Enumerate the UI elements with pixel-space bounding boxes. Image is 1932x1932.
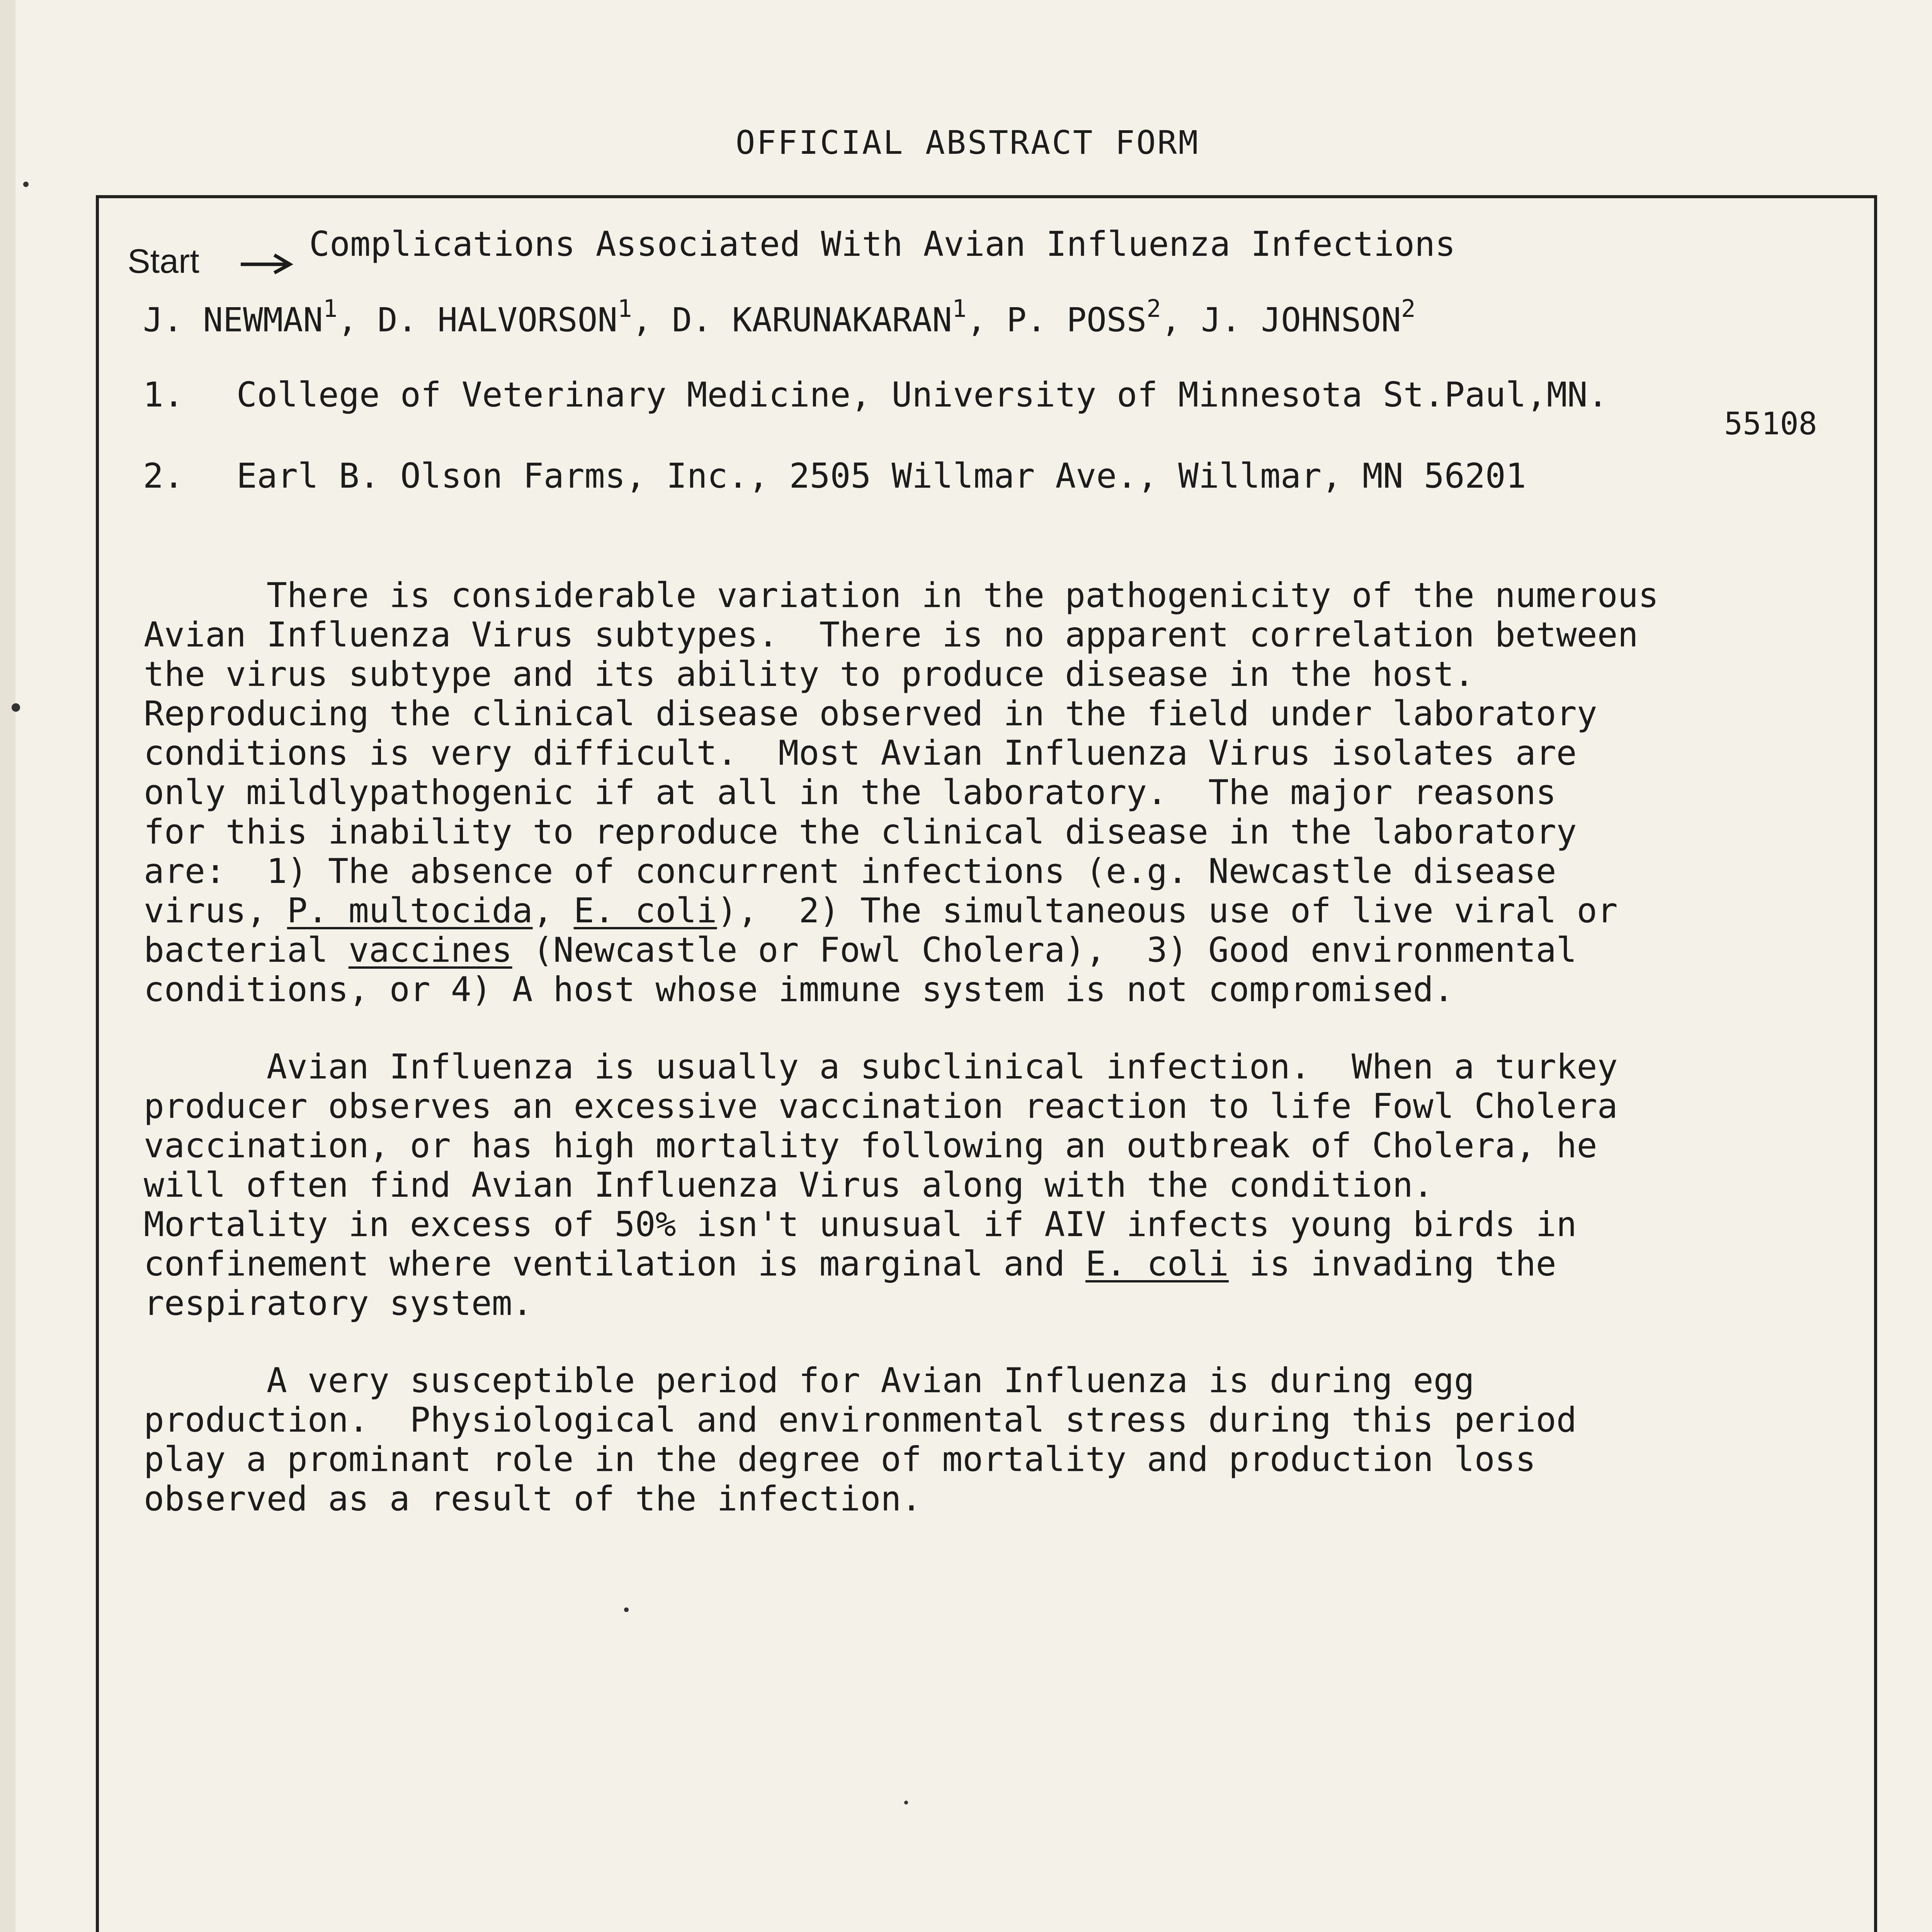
text-line-segment: ,	[532, 891, 574, 930]
author-separator: ,	[1161, 301, 1201, 340]
text-line-segment: bacterial	[144, 930, 349, 970]
text-line: the virus subtype and its ability to produce disease in the host.	[144, 654, 1475, 694]
affiliation-number: 2.	[143, 456, 184, 496]
affiliation-zip: 55108	[1724, 406, 1817, 442]
affiliation-text: Earl B. Olson Farms, Inc., 2505 Willmar Ave., Willmar, MN 56201	[236, 456, 1526, 496]
text-line: respiratory system.	[144, 1283, 533, 1323]
species-name: E. coli	[573, 891, 717, 930]
author-name: J. NEWMAN	[143, 301, 323, 340]
text-line: will often find Avian Influenza Virus along with the condition.	[144, 1165, 1434, 1205]
affiliation-text: College of Veterinary Medicine, University of Minnesota St.Paul,MN.	[236, 375, 1608, 415]
scan-speck	[12, 703, 20, 712]
author-name: D. HALVORSON	[377, 301, 618, 340]
affiliation-number: 1.	[143, 375, 184, 415]
abstract-paragraph-1	[144, 576, 1855, 1009]
text-line: are: 1) The absence of concurrent infections (e.g. Newcastle disease	[144, 851, 1556, 891]
abstract-paragraph-2	[144, 1047, 1855, 1323]
author-affiliation-mark: 2	[1401, 294, 1416, 323]
author-affiliation-mark: 1	[323, 294, 338, 323]
text-line: A very susceptible period for Avian Influenza is during egg	[144, 1361, 1475, 1400]
text-line-segment: (Newcastle or Fowl Cholera), 3) Good environmental	[512, 930, 1577, 970]
scan-speck	[624, 1607, 629, 1612]
abstract-paragraph-3	[144, 1361, 1855, 1519]
form-title: OFFICIAL ABSTRACT FORM	[735, 124, 1200, 162]
text-line: observed as a result of the infection.	[144, 1479, 922, 1519]
text-line: conditions, or 4) A host whose immune system is not compromised.	[144, 969, 1454, 1009]
author-affiliation-mark: 1	[617, 294, 632, 323]
text-line: Avian Influenza Virus subtypes. There is no apparent correlation between	[144, 615, 1638, 655]
text-line: for this inability to reproduce the clinical disease in the laboratory	[144, 812, 1577, 852]
text-line: producer observes an excessive vaccination reaction to life Fowl Cholera	[144, 1086, 1618, 1126]
text-line-segment: is invading the	[1228, 1244, 1556, 1284]
text-line: Mortality in excess of 50% isn't unusual if AIV infects young birds in	[144, 1204, 1577, 1244]
text-line: only mildlypathogenic if at all in the laboratory. The major reasons	[144, 772, 1556, 812]
author-name: D. KARUNAKARAN	[672, 301, 952, 340]
author-name: J. JOHNSON	[1201, 301, 1401, 340]
text-line: play a prominant role in the degree of mortality and production loss	[144, 1439, 1536, 1479]
scan-edge	[0, 0, 15, 1932]
arrow-right-icon	[238, 251, 296, 274]
species-name: P. multocida	[287, 891, 533, 930]
text-line: Avian Influenza is usually a subclinical infection. When a turkey	[144, 1047, 1618, 1087]
start-label: Start	[128, 242, 199, 280]
text-line: conditions is very difficult. Most Avian Influenza Virus isolates are	[144, 733, 1577, 773]
author-affiliation-mark: 2	[1146, 294, 1161, 323]
text-line-segment: ), 2) The simultaneous use of live viral or	[717, 891, 1618, 930]
scan-speck	[23, 182, 29, 187]
underlined-word: vaccines	[348, 930, 512, 970]
text-line-segment: virus,	[144, 891, 287, 930]
text-line: There is considerable variation in the pathogenicity of the numerous	[144, 575, 1659, 615]
text-line: Reproducing the clinical disease observed in the field under laboratory	[144, 694, 1597, 733]
scan-speck	[904, 1801, 908, 1804]
author-name: P. POSS	[1006, 301, 1147, 340]
author-separator: ,	[632, 301, 672, 340]
species-name: E. coli	[1085, 1244, 1229, 1284]
author-affiliation-mark: 1	[952, 294, 967, 323]
text-line-segment: confinement where ventilation is marginal and	[144, 1244, 1086, 1284]
author-separator: ,	[966, 301, 1007, 340]
text-line: vaccination, or has high mortality following an outbreak of Cholera, he	[144, 1126, 1597, 1165]
text-line: production. Physiological and environmental stress during this period	[144, 1400, 1577, 1440]
abstract-title: Complications Associated With Avian Influenza Infections	[309, 224, 1456, 264]
author-list	[143, 294, 1416, 340]
author-separator: ,	[337, 301, 378, 340]
